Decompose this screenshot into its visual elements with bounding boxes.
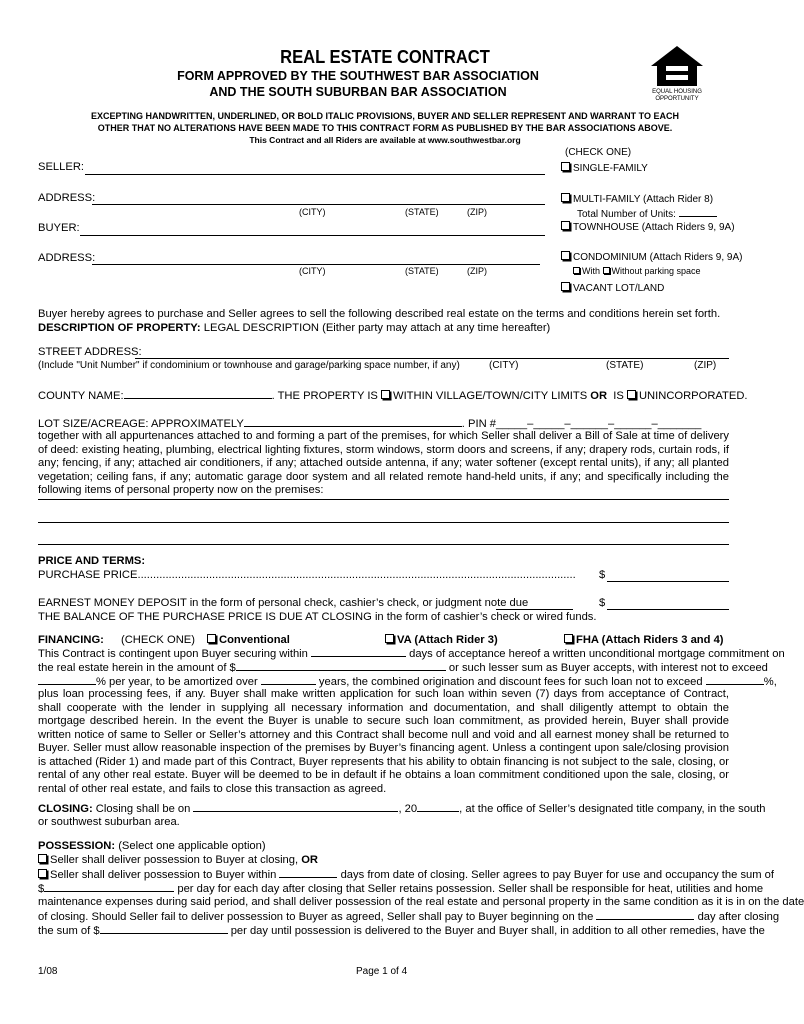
legal-description-note: LEGAL DESCRIPTION (Either party may attach at any time hereafter)	[200, 322, 551, 334]
price-heading: PRICE AND TERMS:	[38, 555, 146, 567]
financing-line-1b: days of acceptance hereof a written unconditional mortgage commitment on	[409, 648, 785, 660]
buyer-zip-caption: (ZIP)	[467, 266, 487, 276]
fha-checkbox[interactable]	[564, 634, 573, 643]
personal-property-line-2[interactable]	[38, 522, 729, 523]
financing-heading: FINANCING:	[38, 634, 104, 646]
total-units-label	[577, 207, 717, 220]
checkbox-icon[interactable]	[561, 221, 570, 230]
earnest-dollar: $	[599, 597, 606, 609]
seller-address-label: ADDRESS:	[38, 192, 96, 204]
seller-label: SELLER:	[38, 161, 85, 173]
possession-line-3: maintenance expenses during said period, and shall deliver possession of the real estate and personal property in the same condition as it is in on the date	[38, 896, 804, 908]
seller-address-field[interactable]	[92, 204, 545, 205]
unit-number-note: (Include "Unit Number" if condominium or townhouse and garage/parking space number, if any)	[38, 360, 460, 371]
possession-closing-checkbox[interactable]	[38, 854, 47, 863]
unincorporated-label: UNINCORPORATED.	[638, 390, 748, 402]
possession-opt2b-label: days from date of closing. Seller agrees to pay Buyer for use and occupancy the sum of	[340, 869, 775, 881]
fha-label: FHA (Attach Riders 3 and 4)	[576, 634, 724, 646]
financing-line-3a: % per year, to be amortized over	[96, 676, 258, 688]
conventional-checkbox[interactable]	[207, 634, 216, 643]
multi-family-option[interactable]	[561, 193, 713, 205]
amortization-years-field[interactable]	[261, 675, 316, 685]
possession-line-5	[38, 924, 765, 937]
buyer-address-label: ADDRESS:	[38, 252, 96, 264]
vacant-lot-option[interactable]	[561, 282, 664, 294]
closing-text-b: , 20	[398, 803, 418, 815]
unincorporated-checkbox[interactable]	[627, 390, 636, 399]
closing-date-field[interactable]	[193, 802, 398, 812]
subtitle-line-2: AND THE SOUTH SUBURBAN BAR ASSOCIATION	[209, 85, 507, 99]
property-is-label: . THE PROPERTY IS	[271, 390, 378, 402]
seller-field[interactable]	[85, 174, 545, 175]
earnest-amount-field[interactable]	[607, 609, 729, 610]
closing-text-a: Closing shall be on	[92, 803, 191, 815]
buyer-state-caption: (STATE)	[405, 266, 439, 276]
financing-line-3	[38, 675, 777, 688]
pin-label: . PIN #	[461, 418, 496, 430]
va-option[interactable]	[385, 634, 498, 646]
buyer-label: BUYER:	[38, 222, 80, 234]
financing-line-2b: or such lesser sum as Buyer accepts, with interest not to exceed	[448, 662, 768, 674]
financing-line-1	[38, 647, 785, 660]
possession-dollar: $	[38, 883, 45, 895]
possession-heading-line	[38, 840, 266, 852]
possession-line-4b: day after closing	[697, 911, 780, 923]
townhouse-option[interactable]	[561, 221, 735, 233]
without-parking-checkbox[interactable]	[603, 267, 610, 274]
county-field[interactable]	[124, 389, 272, 399]
warning-line-1: EXCEPTING HANDWRITTEN, UNDERLINED, OR BOLD ITALIC PROVISIONS, BUYER AND SELLER REPRESENT AND WARRANT TO EACH	[90, 111, 680, 121]
closing-text-c: , at the office of Seller’s designated title company, in the south	[459, 803, 766, 815]
within-limits-label: WITHIN VILLAGE/TOWN/CITY LIMITS	[393, 390, 588, 402]
possession-option-1[interactable]	[38, 854, 318, 866]
checkbox-icon[interactable]	[561, 282, 570, 291]
street-address-label: STREET ADDRESS:	[38, 346, 142, 358]
possession-opt2-label: Seller shall deliver possession to Buyer within	[50, 869, 277, 881]
form-version: 1/08	[38, 966, 58, 977]
purchase-price-dollar: $	[599, 569, 606, 581]
lot-size-field[interactable]	[244, 417, 462, 427]
equal-housing-logo	[648, 44, 706, 104]
page-number: Page 1 of 4	[356, 966, 408, 977]
condominium-option[interactable]	[561, 251, 742, 263]
pin-field[interactable]: _____–_____–______–______–_______	[495, 418, 702, 430]
street-state-caption: (STATE)	[606, 360, 644, 371]
county-line	[38, 389, 748, 402]
va-label: VA (Attach Rider 3)	[397, 634, 498, 646]
checkbox-icon[interactable]	[561, 162, 570, 171]
financing-line-3b: years, the combined origination and discount fees for such loan not to exceed	[318, 676, 703, 688]
possession-days-field[interactable]	[279, 868, 337, 878]
buyer-city-caption: (CITY)	[299, 266, 326, 276]
possession-or-label: OR	[301, 854, 319, 866]
description-heading: DESCRIPTION OF PROPERTY:	[38, 322, 201, 334]
va-checkbox[interactable]	[385, 634, 394, 643]
possession-line-2-text: per day for each day after closing that Seller retains possession. Seller shall be responsible for heat, utilities and home	[177, 883, 764, 895]
logo-text-1: EQUAL HOUSING	[652, 89, 702, 95]
loan-amount-field[interactable]	[236, 661, 446, 671]
street-zip-caption: (ZIP)	[694, 360, 717, 371]
seller-city-caption: (CITY)	[299, 207, 326, 217]
conventional-option[interactable]	[207, 634, 290, 646]
possession-select-note: (Select one applicable option)	[115, 840, 266, 852]
purchase-intro: Buyer hereby agrees to purchase and Seller agrees to sell the following described real estate on the terms and conditions herein set forth.	[38, 308, 721, 320]
financing-body: plus loan processing fees, if any. Buyer shall make written application for such loan within seven (7) days from acceptance of Contract, shall cooperate with the lender in supplying all necessary information and documentation, and shall diligently attempt to obtain the mortgage described herein. In the event the Buyer is unable to secure such loan commitment, as provided herein, Buyer shall provide written notice of same to Seller or Seller’s attorney and this Contract shall become null and void and all earnest money shall be returned to Buyer. Seller must allow reasonable inspection of the premises by Buyer’s financing agent. Unless a contingent upon sale/closing provision is attached (Rider 1) and made part of this Contract, Buyer represents that his ability to obtain financing is not subject to the sale, closing, or rental of any other real estate. Buyer will be deemed to be in default if he obtains a loan commitment conditioned upon the sale, closing, or rental of other real estate, and fails to close this transaction as agreed.	[38, 688, 729, 795]
interest-rate-field[interactable]	[38, 675, 96, 685]
within-limits-checkbox[interactable]	[381, 390, 390, 399]
with-parking-checkbox[interactable]	[573, 267, 580, 274]
possession-later-checkbox[interactable]	[38, 869, 47, 878]
lot-size-label: LOT SIZE/ACREAGE: APPROXIMATELY	[38, 418, 244, 430]
multi-family-label: MULTI-FAMILY (Attach Rider 8)	[573, 194, 714, 205]
conventional-label: Conventional	[219, 634, 290, 646]
earnest-money-label: EARNEST MONEY DEPOSIT in the form of personal check, cashier’s check, or judgment note due	[38, 597, 529, 609]
with-label: With	[582, 266, 600, 276]
purchase-price-label: PURCHASE PRICE.............................................................................................................................................	[38, 569, 576, 581]
total-units-field[interactable]	[679, 207, 717, 217]
logo-text-2: OPPORTUNITY	[655, 96, 699, 102]
possession-line-4	[38, 910, 779, 923]
financing-check-one: (CHECK ONE)	[121, 634, 195, 646]
riders-note: This Contract and all Riders are available at www.southwestbar.org	[249, 135, 521, 145]
financing-heading-line	[38, 634, 104, 646]
personal-property-line-3[interactable]	[38, 544, 729, 545]
house-icon	[648, 44, 706, 88]
parking-options	[573, 266, 701, 276]
appurtenances-paragraph: together with all appurtenances attached to and forming a part of the premises, for which Seller shall deliver a Bill of Sale at time of delivery of deed: existing heating, plumbing, electrical lighting fixtures, storm windows, storm doors and screens, if any; drapery rods, curtain rods, if any; fencing, if any; attached air conditioners, if any; attached outside antenna, if any; water softener (except rental units), if any; all planted vegetation; ceiling fans, if any; automatic garage door system and all related remote hand-held units, if any; and specifically including the following items of personal property now on the premises:	[38, 430, 729, 496]
closing-heading: CLOSING:	[38, 803, 93, 815]
seller-state-caption: (STATE)	[405, 207, 439, 217]
single-family-label: SINGLE-FAMILY	[573, 163, 648, 174]
or-label: OR	[590, 390, 608, 402]
personal-property-line-1[interactable]	[38, 499, 729, 500]
possession-line-2	[38, 882, 763, 895]
earnest-due-field[interactable]	[496, 609, 573, 610]
balance-note: THE BALANCE OF THE PURCHASE PRICE IS DUE AT CLOSING in the form of cashier’s check or wired funds.	[38, 611, 597, 623]
commitment-days-field[interactable]	[311, 647, 406, 657]
possession-line-5b: per day until possession is delivered to the Buyer and Buyer shall, in addition to all other remedies, have the	[230, 925, 765, 937]
possession-opt1-label: Seller shall deliver possession to Buyer at closing,	[50, 854, 299, 866]
check-one-label: (CHECK ONE)	[565, 147, 632, 158]
closing-area: or southwest suburban area.	[38, 816, 180, 828]
vacant-lot-label: VACANT LOT/LAND	[573, 283, 665, 294]
penalty-amount-field[interactable]	[100, 924, 228, 934]
financing-line-2	[38, 661, 768, 674]
financing-line-1a: This Contract is contingent upon Buyer securing within	[38, 648, 308, 660]
purchase-price-field[interactable]	[607, 581, 729, 582]
penalty-start-day-field[interactable]	[596, 910, 694, 920]
county-label: COUNTY NAME:	[38, 390, 124, 402]
checkbox-icon[interactable]	[561, 193, 570, 202]
condominium-label: CONDOMINIUM (Attach Riders 9, 9A)	[573, 252, 743, 263]
is-label: IS	[613, 390, 624, 402]
fha-option[interactable]	[564, 634, 724, 646]
street-address-field[interactable]	[135, 358, 729, 359]
street-city-caption: (CITY)	[489, 360, 519, 371]
closing-line	[38, 802, 766, 815]
total-units-text: Total Number of Units:	[577, 209, 676, 220]
financing-line-3c: %,	[763, 676, 777, 688]
seller-zip-caption: (ZIP)	[467, 207, 487, 217]
financing-line-2a: the real estate herein in the amount of $	[38, 662, 236, 674]
without-parking-label: Without parking space	[611, 266, 701, 276]
possession-option-2[interactable]	[38, 868, 774, 881]
single-family-option[interactable]	[561, 162, 648, 174]
document-title: REAL ESTATE CONTRACT	[280, 47, 490, 67]
possession-line-5a: the sum of $	[38, 925, 100, 937]
fees-percent-field[interactable]	[706, 675, 764, 685]
description-heading-line	[38, 322, 550, 334]
buyer-field[interactable]	[80, 235, 545, 236]
subtitle-line-1: FORM APPROVED BY THE SOUTHWEST BAR ASSOCIATION	[177, 69, 539, 83]
possession-line-4a: of closing. Should Seller fail to deliver possession to Buyer as agreed, Seller shall pay to Buyer beginning on the	[38, 911, 594, 923]
buyer-address-field[interactable]	[92, 264, 540, 265]
closing-year-field[interactable]	[417, 802, 459, 812]
checkbox-icon[interactable]	[561, 251, 570, 260]
possession-heading: POSSESSION:	[38, 840, 116, 852]
warning-line-2: OTHER THAT NO ALTERATIONS HAVE BEEN MADE TO THIS CONTRACT FORM AS PUBLISHED BY THE BAR ASSOCIATIONS ABOVE.	[97, 123, 673, 133]
lot-size-line	[38, 417, 701, 430]
per-day-amount-field[interactable]	[44, 882, 174, 892]
townhouse-label: TOWNHOUSE (Attach Riders 9, 9A)	[573, 222, 735, 233]
